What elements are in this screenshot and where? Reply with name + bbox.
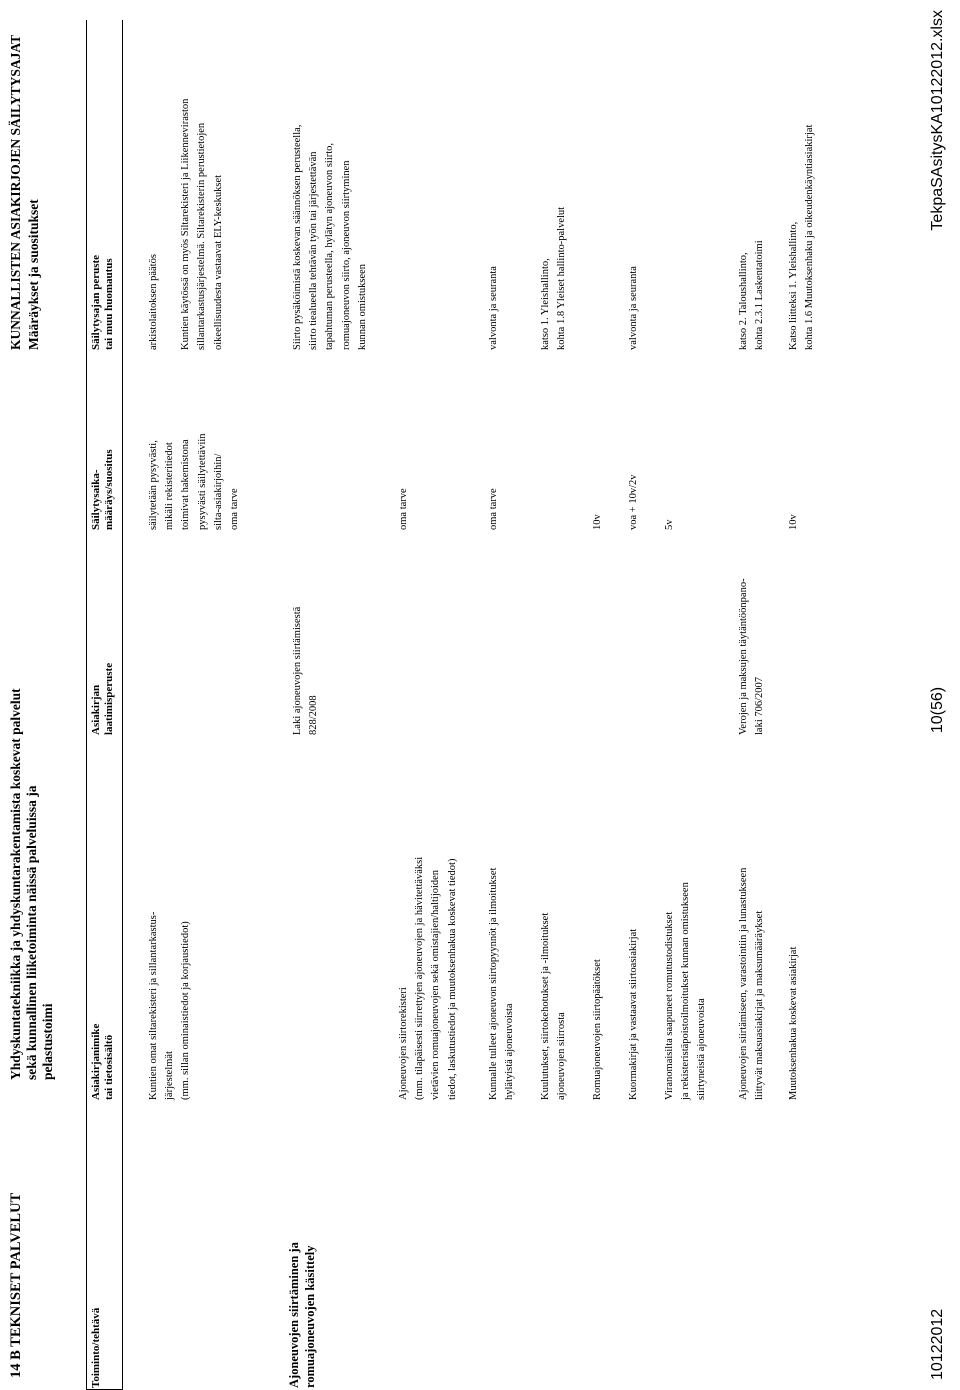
cell-line: katso 2. Taloushallinto,: [738, 252, 749, 350]
cell-line: kunnan omistukseen: [356, 263, 368, 350]
cell-line: oikeellisuudesta vastaavat ELY-keskukset: [212, 174, 224, 350]
cell-line: Kuormakirjat ja vastaavat siirtoasiakirjat: [628, 928, 639, 1100]
cell-line: ja rekisteristäpoistoilmoitukset kunnan omistukseen: [680, 882, 692, 1100]
cell-line: Katso liitteksi 1. Yleishallinto,: [788, 221, 799, 350]
cell-line: kohta 1.6 Muutoksenhaku ja oikeudenkäyntiasiakirjat: [804, 124, 816, 350]
cell-line: oma tarve: [398, 488, 409, 530]
cell-line: arkistolaitoksen päätös: [148, 254, 159, 350]
table-cell-period: [786, 360, 802, 530]
cell-line: Siirto pysäköimistä koskevan säännöksen perusteella,: [292, 124, 303, 350]
section-subtitle-line: Yhdyskuntatekniikka ja yhdyskuntarakentamista koskevat palvelut: [8, 688, 23, 1080]
cell-line: silta-asiakirjoihin/: [212, 453, 224, 530]
group-title-line: Ajoneuvojen siirtäminen ja: [287, 1242, 301, 1388]
cell-line: Verojen ja maksujen täytäntöönpano-: [738, 578, 749, 735]
cell-line: laki 706/2007: [754, 676, 766, 735]
cell-line: romuajoneuvon siirto, ajoneuvon siirtyminen: [340, 160, 352, 350]
cell-line: hylätyistä ajoneuvoista: [504, 1003, 516, 1100]
group-title-line: romuajoneuvojen käsittely: [303, 1245, 317, 1388]
table-cell-note: [538, 10, 570, 350]
column-header-document: [90, 850, 116, 1100]
table-cell-basis: [290, 525, 322, 735]
column-header-activity: [90, 1198, 103, 1388]
cell-line: 10v: [788, 514, 799, 530]
column-header-line: Asiakirjan: [90, 684, 102, 735]
column-header-note: [90, 20, 116, 350]
table-cell-document: [146, 770, 195, 1100]
section-subtitle: [8, 640, 56, 1080]
cell-line: säilytetään pysyvästi,: [148, 440, 159, 530]
cell-line: (mm. tilapäisesti siirrettyjen ajoneuvojen ja hävitettäväksi: [414, 856, 426, 1100]
table-cell-document: [538, 730, 570, 1100]
cell-line: siirtyneistä ajoneuvoista: [696, 998, 708, 1100]
cell-line: [162, 10, 178, 350]
table-cell-period: [486, 360, 502, 530]
column-header-period: [90, 370, 116, 530]
footer-filename: TekpaSAsitysKA10122012.xlsx: [929, 10, 946, 231]
cell-line: kohta 2.3.1 Laskentatoimi: [754, 240, 766, 350]
table-cell-document: [486, 730, 518, 1100]
cell-line: vietävien romuajoneuvojen sekä omistajien/haltijoiden: [430, 869, 442, 1100]
cell-line: pysyvästi säilytettäviin: [196, 433, 208, 530]
cell-line: ajoneuvojen siirrosta: [556, 1012, 568, 1100]
cell-line: tiedot, laskutustiedot ja muutoksenhakua koskevat tiedot): [446, 858, 458, 1100]
cell-line: Laki ajoneuvojen siirtämisestä: [292, 606, 303, 735]
table-cell-document: [626, 730, 642, 1100]
document-title: KUNNALLISTEN ASIAKIRJOJEN SÄILYTYSAJAT: [8, 34, 23, 350]
cell-line: oma tarve: [488, 488, 499, 530]
cell-line: sillantarkastusjärjestelmä. Siltarekisterin perustietojen: [196, 122, 208, 350]
cell-line: (mm. sillan ominaistiedot ja korjaustiedot): [180, 921, 192, 1100]
table-cell-period: [590, 360, 606, 530]
table-cell-note: [736, 10, 768, 350]
cell-line: oma tarve: [229, 488, 241, 530]
table-cell-period: [146, 360, 243, 530]
header-top-rule: [86, 20, 87, 1390]
cell-line: Kuntien käytössä on myös Siltarekisteri ja Liikenneviraston: [180, 98, 192, 350]
cell-line: kohta 1.8 Yleiset hallinto-palvelut: [556, 206, 568, 350]
cell-line: katso 1. Yleishallinto,: [540, 258, 551, 350]
section-subtitle-line: sekä kunnallinen liiketoiminta näissä palveluissa ja: [24, 785, 39, 1080]
column-header-line: Toiminto/tehtävä: [90, 1307, 102, 1388]
column-header-line: tai tietosisältö: [103, 1034, 115, 1100]
cell-line: valvonta ja seuranta: [628, 266, 639, 350]
cell-line: järjestelmät: [164, 1051, 176, 1100]
cell-line: Ajoneuvojen siirtämiseen, varastointiin ja lunastukseen: [738, 867, 749, 1100]
cell-line: Kunnalle tulleet ajoneuvon siirtopyynnöt ja ilmoitukset: [488, 867, 499, 1100]
section-title: 14 B TEKNISET PALVELUT: [8, 1192, 24, 1378]
cell-line: toimivat hakemistona: [180, 439, 192, 530]
table-cell-period: [626, 360, 642, 530]
section-subtitle-line: pelastustoimi: [40, 1003, 55, 1080]
table-cell-document: [662, 730, 711, 1100]
column-header-line: Säilytysaika-: [90, 469, 102, 530]
cell-line: Ajoneuvojen siirtorekisteri: [398, 987, 409, 1100]
group-title: [286, 1098, 318, 1388]
table-cell-note: [786, 10, 818, 350]
cell-line: Muutoksenhakua koskevat asiakirjat: [788, 946, 799, 1100]
table-cell-document: [736, 730, 768, 1100]
table-cell-note: [146, 10, 227, 350]
cell-line: voa + 10v/2v: [628, 474, 639, 530]
footer-date: 10122012: [929, 1308, 946, 1380]
cell-line: 10v: [592, 514, 603, 530]
cell-line: tapahtuman perusteella, hylätyn ajoneuvon siirto,: [324, 142, 336, 350]
cell-line: valvonta ja seuranta: [488, 266, 499, 350]
table-cell-period: [662, 360, 678, 530]
table-cell-note: [486, 10, 502, 350]
column-header-basis: [90, 535, 116, 735]
column-header-line: Asiakirjanimike: [90, 1023, 102, 1100]
table-cell-note: [626, 10, 642, 350]
cell-line: 828/2008: [308, 695, 320, 735]
cell-line: Kuulutukset, siirtokehotukset ja -ilmoitukset: [540, 912, 551, 1100]
column-header-line: Säilytysajan peruste: [90, 254, 102, 350]
cell-line: 5v: [664, 519, 675, 530]
table-cell-note: [290, 10, 371, 350]
cell-line: mikäli rekisteritiedot: [164, 442, 176, 530]
column-header-line: laatimisperuste: [103, 662, 115, 735]
cell-line: liittyvät maksuasiakirjat ja maksumääräykset: [754, 910, 766, 1100]
table-cell-document: [590, 730, 606, 1100]
cell-line: siirto tiealueella tehtävän työn tai järjestettävän: [308, 151, 320, 350]
header-bottom-rule: [122, 20, 123, 1390]
column-header-line: määräys/suositus: [103, 449, 115, 530]
table-cell-basis: [736, 525, 768, 735]
table-cell-document: [396, 730, 461, 1100]
cell-line: Viranomaisilta saapuneet romutustodistukset: [664, 911, 675, 1100]
cell-line: Kuntien omat siltarekisteri ja sillantarkastus-: [148, 911, 159, 1100]
cell-line: Romuajoneuvojen siirtopäätökset: [592, 959, 603, 1100]
document-subtitle: Määräykset ja suositukset: [26, 199, 41, 350]
page-number: 10(56): [929, 686, 946, 734]
table-cell-document: [786, 730, 802, 1100]
table-cell-period: [396, 360, 412, 530]
column-header-line: tai muu huomautus: [103, 258, 115, 350]
